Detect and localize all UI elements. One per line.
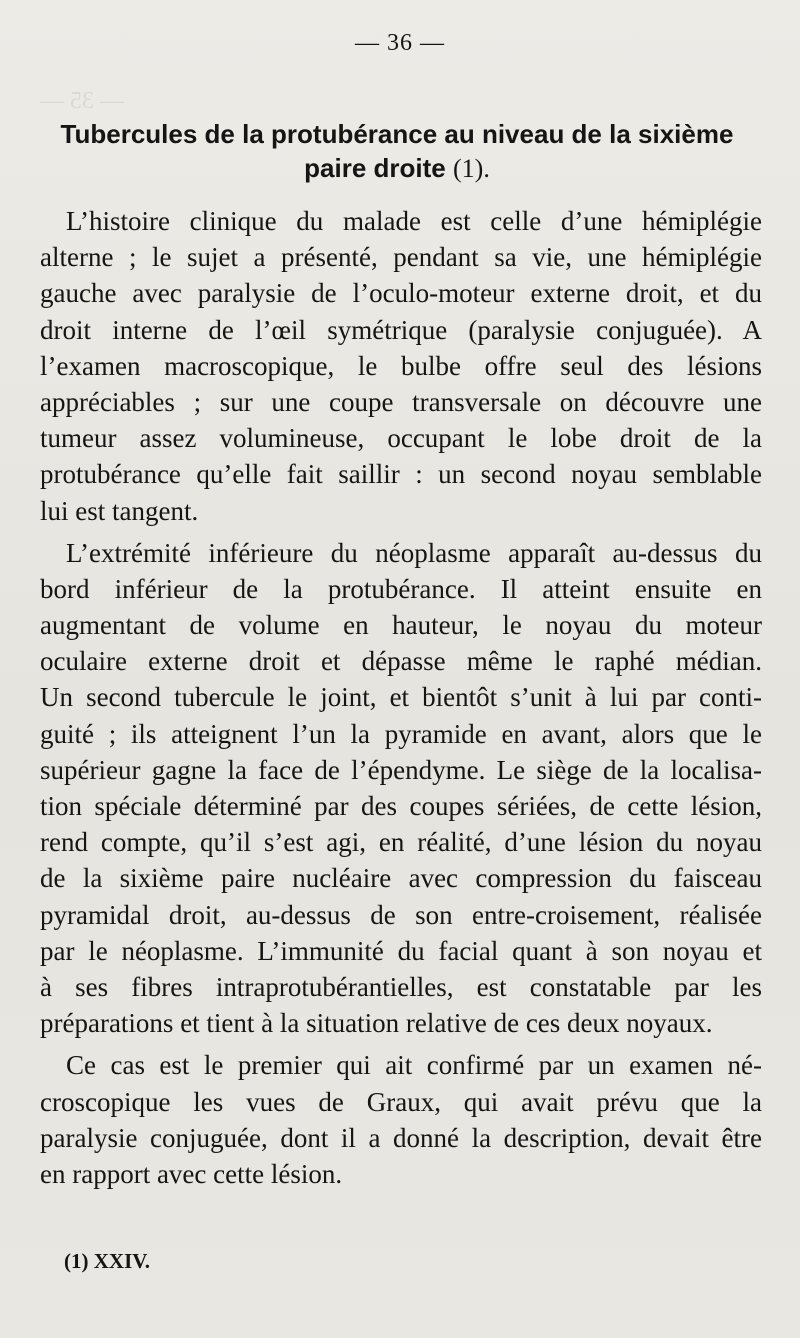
text-line: oculaire externe droit et dépasse même le raphé médian. bbox=[40, 646, 762, 677]
page-number: — 36 — bbox=[355, 30, 445, 56]
footnote: (1) XXIV. bbox=[64, 1249, 150, 1273]
text-line: droit interne de l’œil symétrique (paralysie conjuguée). A bbox=[40, 314, 762, 345]
text-line: rend compte, qu’il s’est agi, en réalité, d’une lésion du noyau bbox=[40, 827, 762, 858]
text-line: lui est tangent. bbox=[40, 495, 199, 526]
text-line: gauche avec paralysie de l’oculo-moteur externe droit, et du bbox=[40, 278, 762, 309]
text-line: appréciables ; sur une coupe transversale on découvre une bbox=[40, 386, 762, 417]
footnote-reference: (1). bbox=[453, 154, 490, 183]
section-title-line-2-text: paire droite bbox=[304, 153, 453, 183]
text-line: tion spéciale déterminé par des coupes sériées, de cette lésion, bbox=[40, 791, 762, 821]
text-line: L’histoire clinique du malade est celle d’une hémiplégie bbox=[66, 206, 762, 236]
section-title-line-2 bbox=[36, 151, 758, 186]
text-line: à ses fibres intraprotubérantielles, est constatable par les bbox=[40, 971, 762, 1002]
text-line: préparations et tient à la situation relative de ces deux noyaux. bbox=[40, 1008, 713, 1039]
paragraph-3 bbox=[40, 1047, 762, 1192]
text-line: Ce cas est le premier qui ait confirmé par un examen né- bbox=[66, 1050, 762, 1081]
paragraph-2 bbox=[40, 535, 762, 1042]
text-line: par le néoplasme. L’immunité du facial quant à son noyau et bbox=[40, 935, 762, 966]
text-line: pyramidal droit, au-dessus de son entre-croisement, réalisée bbox=[40, 899, 762, 930]
text-line: croscopique les vues de Graux, qui avait prévu que la bbox=[40, 1086, 762, 1117]
text-line: tumeur assez volumineuse, occupant le lobe droit de la bbox=[40, 423, 762, 454]
text-line: bord inférieur de la protubérance. Il atteint ensuite en bbox=[40, 573, 762, 604]
text-line: supérieur gagne la face de l’épendyme. Le siège de la localisa- bbox=[40, 754, 762, 785]
text-line: protubérance qu’elle fait saillir : un second noyau semblable bbox=[40, 459, 762, 490]
text-line: paralysie conjuguée, dont il a donné la description, devait être bbox=[40, 1122, 762, 1153]
text-line: l’examen macroscopique, le bulbe offre seul des lésions bbox=[40, 350, 762, 381]
text-line: de la sixième paire nucléaire avec compression du faisceau bbox=[40, 863, 762, 894]
text-line: L’extrémité inférieure du néoplasme apparaît au-dessus du bbox=[66, 537, 762, 568]
section-title bbox=[36, 117, 758, 186]
text-line: alterne ; le sujet a présenté, pendant sa vie, une hémiplégie bbox=[40, 242, 762, 273]
text-line: guité ; ils atteignent l’un la pyramide en avant, alors que le bbox=[40, 718, 762, 749]
text-line: Un second tubercule le joint, et bientôt s’unit à lui par conti- bbox=[40, 682, 762, 713]
text-line: en rapport avec cette lésion. bbox=[40, 1158, 343, 1189]
show-through-text: — 35 — bbox=[40, 88, 124, 114]
body-text bbox=[40, 203, 762, 1192]
paragraph-1 bbox=[40, 203, 762, 529]
section-title-line-1: Tubercules de la protubérance au niveau de la sixième bbox=[60, 119, 734, 149]
text-line: augmentant de volume en hauteur, le noyau du moteur bbox=[40, 610, 762, 641]
